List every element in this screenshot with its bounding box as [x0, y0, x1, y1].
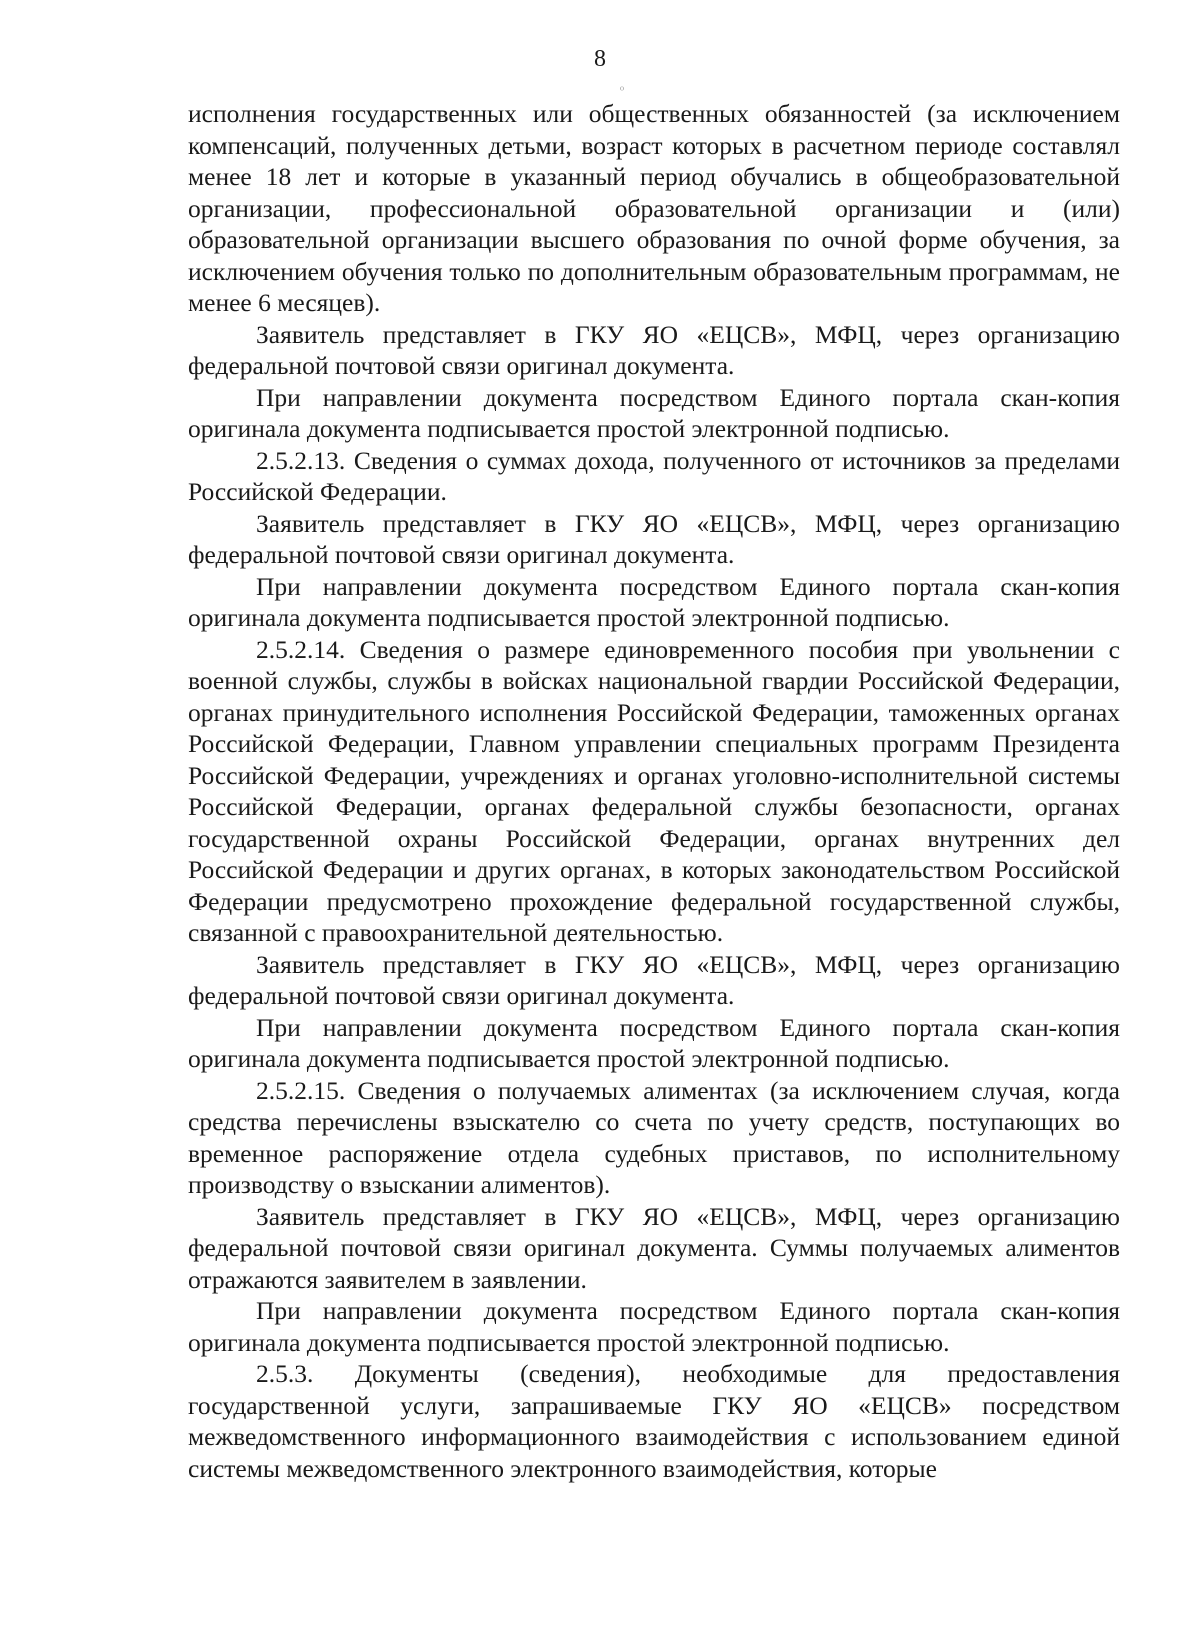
page-number: 8	[594, 46, 606, 72]
paragraph: Заявитель представляет в ГКУ ЯО «ЕЦСВ», МФЦ, через организацию федеральной почтовой связи оригинал документа. Суммы получаемых алиментов отражаются заявителем в заявлении.	[188, 1201, 1120, 1294]
paragraph-continuation: исполнения государственных или общественных обязанностей (за исключением компенсаций, полученных детьми, возраст которых в расчетном периоде составлял менее 18 лет и которые в указанный период обучались в общеобразовательной организации, профессиональной образовательной организации и (или) образовательной организации высшего образования по очной форме обучения, за исключением обучения только по дополнительным образовательным программам, не менее 6 месяцев).	[188, 99, 1120, 317]
clause-2-5-2-13: 2.5.2.13. Сведения о суммах дохода, полученного от источников за пределами Российской Федерации.	[188, 445, 1120, 506]
document-body	[188, 98, 1120, 1484]
paragraph: При направлении документа посредством Единого портала скан-копия оригинала документа подписывается простой электронной подписью.	[188, 1296, 1120, 1357]
clause-2-5-3: 2.5.3. Документы (сведения), необходимые для предоставления государственной услуги, запрашиваемые ГКУ ЯО «ЕЦСВ» посредством межведомственного информационного взаимодействия с использованием единой системы межведомственного электронного взаимодействия, которые	[188, 1359, 1120, 1483]
paragraph: При направлении документа посредством Единого портала скан-копия оригинала документа подписывается простой электронной подписью.	[188, 571, 1120, 632]
paragraph: Заявитель представляет в ГКУ ЯО «ЕЦСВ», МФЦ, через организацию федеральной почтовой связи оригинал документа.	[188, 949, 1120, 1010]
paragraph: При направлении документа посредством Единого портала скан-копия оригинала документа подписывается простой электронной подписью.	[188, 1012, 1120, 1073]
scan-mark: ⁰	[620, 86, 625, 97]
clause-2-5-2-14: 2.5.2.14. Сведения о размере единовременного пособия при увольнении с военной службы, службы в войсках национальной гвардии Российской Федерации, органах принудительного исполнения Российской Федерации, таможенных органах Российской Федерации, Главном управлении специальных программ Президента Российской Федерации, учреждениях и органах уголовно-исполнительной системы Российской Федерации, органах федеральной службы безопасности, органах государственной охраны Российской Федерации, органах внутренних дел Российской Федерации и других органах, в которых законодательством Российской Федерации предусмотрено прохождение федеральной государственной службы, связанной с правоохранительной деятельностью.	[188, 634, 1120, 947]
paragraph: Заявитель представляет в ГКУ ЯО «ЕЦСВ», МФЦ, через организацию федеральной почтовой связи оригинал документа.	[188, 319, 1120, 380]
paragraph: При направлении документа посредством Единого портала скан-копия оригинала документа подписывается простой электронной подписью.	[188, 382, 1120, 443]
paragraph: Заявитель представляет в ГКУ ЯО «ЕЦСВ», МФЦ, через организацию федеральной почтовой связи оригинал документа.	[188, 508, 1120, 569]
clause-2-5-2-15: 2.5.2.15. Сведения о получаемых алиментах (за исключением случая, когда средства перечислены взыскателю со счета по учету средств, поступающих во временное распоряжение отдела судебных приставов, по исполнительному производству о взыскании алиментов).	[188, 1075, 1120, 1199]
